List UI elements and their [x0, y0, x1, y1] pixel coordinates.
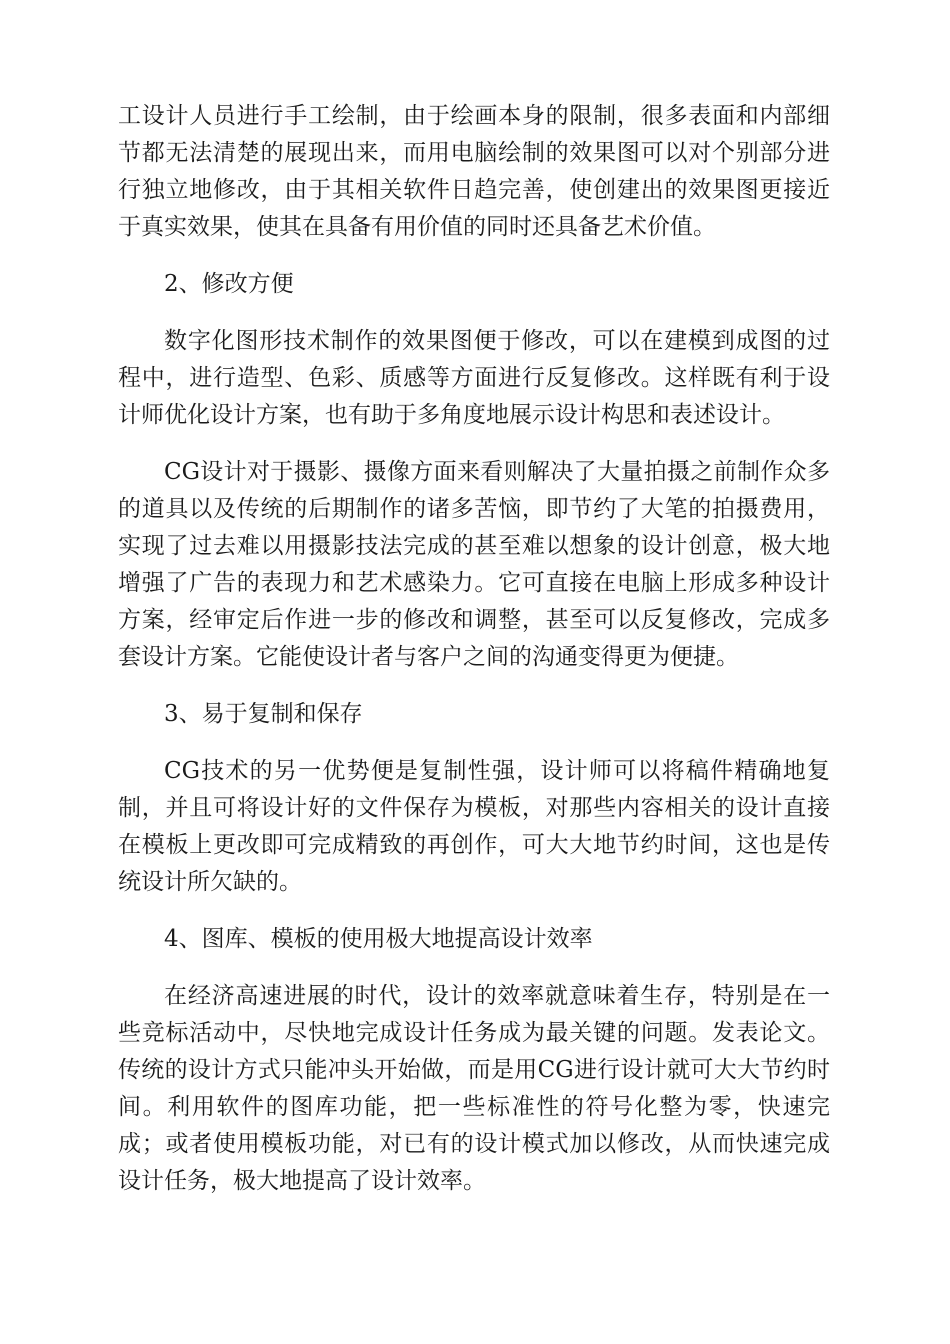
paragraph-continued: 工设计人员进行手工绘制，由于绘画本身的限制，很多表面和内部细节都无法清楚的展现出来，而用电脑绘制的效果图可以对个别部分进行独立地修改，由于其相关软件日趋完善，使创建出的效果图更接近于真实效果，使其在具备有用价值的同时还具备艺术价值。 — [118, 103, 830, 240]
paragraph: CG技术的另一优势便是复制性强，设计师可以将稿件精确地复制，并且可将设计好的文件保存为模板，对那些内容相关的设计直接在模板上更改即可完成精致的再创作，可大大地节约时间，这也是传统设计所欠缺的。 — [118, 758, 830, 895]
section-heading-4: 4、图库、模板的使用极大地提高设计效率 — [164, 926, 593, 952]
paragraph: 数字化图形技术制作的效果图便于修改，可以在建模到成图的过程中，进行造型、色彩、质感等方面进行反复修改。这样既有利于设计师优化设计方案，也有助于多角度地展示设计构思和表述设计。 — [118, 328, 830, 428]
paragraph: CG设计对于摄影、摄像方面来看则解决了大量拍摄之前制作众多的道具以及传统的后期制作的诸多苦恼，即节约了大笔的拍摄费用，实现了过去难以用摄影技法完成的甚至难以想象的设计创意，极大地增强了广告的表现力和艺术感染力。它可直接在电脑上形成多种设计方案，经审定后作进一步的修改和调整，甚至可以反复修改，完成多套设计方案。它能使设计者与客户之间的沟通变得更为便捷。 — [118, 459, 830, 670]
document-page — [118, 98, 830, 1220]
section-heading-2: 2、修改方便 — [164, 271, 294, 297]
paragraph: 在经济高速进展的时代，设计的效率就意味着生存，特别是在一些竞标活动中，尽快地完成设计任务成为最关键的问题。发表论文。传统的设计方式只能冲头开始做，而是用CG进行设计就可大大节约时间。利用软件的图库功能，把一些标准性的符号化整为零，快速完成；或者使用模板功能，对已有的设计模式加以修改，从而快速完成设计任务，极大地提高了设计效率。 — [118, 983, 830, 1194]
section-heading-3: 3、易于复制和保存 — [164, 701, 363, 727]
